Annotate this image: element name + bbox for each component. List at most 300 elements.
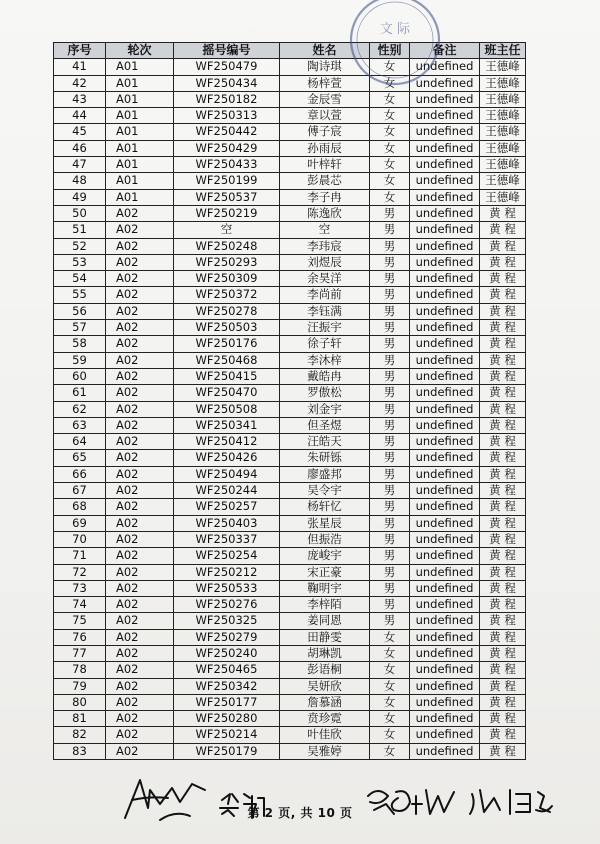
cell-lottery-id: WF250177 <box>174 694 280 710</box>
cell-round: A02 <box>106 711 174 727</box>
cell-lottery-id: WF250415 <box>174 368 280 384</box>
table-row <box>54 580 526 596</box>
cell-teacher: 黄 程 <box>480 254 526 270</box>
cell-note: undefined <box>410 254 480 270</box>
cell-round: A01 <box>106 189 174 205</box>
table-row <box>54 59 526 75</box>
cell-lottery-id: WF250179 <box>174 743 280 759</box>
cell-note: undefined <box>410 613 480 629</box>
cell-name: 詹慕涵 <box>280 694 370 710</box>
cell-teacher: 黄 程 <box>480 645 526 661</box>
col-header-gender: 性别 <box>370 43 410 59</box>
cell-gender: 男 <box>370 336 410 352</box>
cell-lottery-id: WF250341 <box>174 417 280 433</box>
table-row <box>54 450 526 466</box>
cell-seq: 42 <box>54 75 106 91</box>
cell-gender: 男 <box>370 401 410 417</box>
cell-gender: 男 <box>370 303 410 319</box>
cell-round: A02 <box>106 417 174 433</box>
cell-note: undefined <box>410 59 480 75</box>
cell-gender: 男 <box>370 287 410 303</box>
cell-note: undefined <box>410 385 480 401</box>
cell-note: undefined <box>410 271 480 287</box>
cell-name: 廖盛邦 <box>280 466 370 482</box>
cell-gender: 女 <box>370 694 410 710</box>
cell-seq: 77 <box>54 645 106 661</box>
cell-round: A02 <box>106 254 174 270</box>
cell-round: A02 <box>106 727 174 743</box>
cell-teacher: 黄 程 <box>480 271 526 287</box>
cell-note: undefined <box>410 580 480 596</box>
cell-seq: 79 <box>54 678 106 694</box>
cell-seq: 62 <box>54 401 106 417</box>
cell-round: A02 <box>106 287 174 303</box>
cell-lottery-id: WF250212 <box>174 564 280 580</box>
cell-name: 彭语桐 <box>280 662 370 678</box>
table-row <box>54 662 526 678</box>
cell-note: undefined <box>410 303 480 319</box>
cell-lottery-id: WF250279 <box>174 629 280 645</box>
cell-name: 陈逸欣 <box>280 205 370 221</box>
cell-seq: 50 <box>54 205 106 221</box>
cell-lottery-id: WF250470 <box>174 385 280 401</box>
cell-round: A01 <box>106 108 174 124</box>
cell-gender: 女 <box>370 108 410 124</box>
cell-name: 戴皓冉 <box>280 368 370 384</box>
cell-name: 吴雅婷 <box>280 743 370 759</box>
cell-lottery-id: WF250257 <box>174 499 280 515</box>
cell-gender: 男 <box>370 417 410 433</box>
cell-lottery-id: WF250337 <box>174 531 280 547</box>
cell-round: A02 <box>106 385 174 401</box>
cell-round: A02 <box>106 483 174 499</box>
page-number-footer: 第 2 页, 共 10 页 <box>247 806 353 820</box>
cell-teacher: 黄 程 <box>480 499 526 515</box>
cell-seq: 57 <box>54 320 106 336</box>
cell-teacher: 黄 程 <box>480 613 526 629</box>
cell-teacher: 黄 程 <box>480 711 526 727</box>
cell-teacher: 黄 程 <box>480 743 526 759</box>
cell-seq: 65 <box>54 450 106 466</box>
cell-gender: 男 <box>370 597 410 613</box>
svg-text:文 际: 文 际 <box>379 22 411 37</box>
cell-name: 胡琳凯 <box>280 645 370 661</box>
cell-round: A02 <box>106 434 174 450</box>
handwritten-signatures <box>0 760 600 840</box>
table-row <box>54 743 526 759</box>
cell-note: undefined <box>410 368 480 384</box>
cell-gender: 男 <box>370 515 410 531</box>
cell-seq: 70 <box>54 531 106 547</box>
table-row <box>54 401 526 417</box>
table-row <box>54 271 526 287</box>
cell-teacher: 黄 程 <box>480 238 526 254</box>
cell-name: 刘金宇 <box>280 401 370 417</box>
cell-name: 汪皓天 <box>280 434 370 450</box>
cell-round: A02 <box>106 613 174 629</box>
cell-lottery-id: WF250254 <box>174 548 280 564</box>
table-row <box>54 254 526 270</box>
table-row <box>54 91 526 107</box>
cell-seq: 47 <box>54 157 106 173</box>
cell-name: 刘煜辰 <box>280 254 370 270</box>
cell-name: 但振浩 <box>280 531 370 547</box>
table-row <box>54 466 526 482</box>
cell-note: undefined <box>410 352 480 368</box>
cell-lottery-id: WF250468 <box>174 352 280 368</box>
cell-gender: 女 <box>370 140 410 156</box>
cell-note: undefined <box>410 678 480 694</box>
cell-round: A02 <box>106 352 174 368</box>
cell-seq: 71 <box>54 548 106 564</box>
cell-lottery-id: WF250219 <box>174 205 280 221</box>
table-row <box>54 531 526 547</box>
cell-teacher: 黄 程 <box>480 531 526 547</box>
cell-round: A02 <box>106 564 174 580</box>
cell-round: A02 <box>106 629 174 645</box>
cell-seq: 69 <box>54 515 106 531</box>
cell-teacher: 黄 程 <box>480 222 526 238</box>
col-header-lottery-id: 摇号编号 <box>174 43 280 59</box>
cell-lottery-id: WF250280 <box>174 711 280 727</box>
cell-gender: 男 <box>370 368 410 384</box>
cell-seq: 54 <box>54 271 106 287</box>
cell-note: undefined <box>410 205 480 221</box>
cell-name: 章以萱 <box>280 108 370 124</box>
cell-lottery-id: WF250372 <box>174 287 280 303</box>
cell-note: undefined <box>410 173 480 189</box>
table-row <box>54 205 526 221</box>
cell-name: 庞峻宇 <box>280 548 370 564</box>
cell-round: A01 <box>106 124 174 140</box>
cell-note: undefined <box>410 727 480 743</box>
cell-seq: 56 <box>54 303 106 319</box>
cell-teacher: 黄 程 <box>480 678 526 694</box>
cell-teacher: 黄 程 <box>480 694 526 710</box>
cell-gender: 男 <box>370 613 410 629</box>
cell-seq: 64 <box>54 434 106 450</box>
cell-seq: 61 <box>54 385 106 401</box>
cell-round: A02 <box>106 303 174 319</box>
cell-gender: 男 <box>370 466 410 482</box>
cell-name: 李梓陌 <box>280 597 370 613</box>
cell-note: undefined <box>410 450 480 466</box>
cell-name: 汪振宇 <box>280 320 370 336</box>
cell-lottery-id: WF250533 <box>174 580 280 596</box>
cell-name: 张星辰 <box>280 515 370 531</box>
cell-round: A02 <box>106 320 174 336</box>
cell-seq: 72 <box>54 564 106 580</box>
cell-note: undefined <box>410 91 480 107</box>
cell-note: undefined <box>410 564 480 580</box>
cell-lottery-id: WF250537 <box>174 189 280 205</box>
table-row <box>54 548 526 564</box>
table-header-row <box>54 43 526 59</box>
cell-note: undefined <box>410 499 480 515</box>
table-row <box>54 173 526 189</box>
cell-note: undefined <box>410 417 480 433</box>
table-row <box>54 287 526 303</box>
cell-gender: 男 <box>370 271 410 287</box>
cell-seq: 59 <box>54 352 106 368</box>
cell-note: undefined <box>410 694 480 710</box>
cell-teacher: 王德峰 <box>480 108 526 124</box>
cell-name: 空 <box>280 222 370 238</box>
col-header-seq: 序号 <box>54 43 106 59</box>
cell-lottery-id: WF250426 <box>174 450 280 466</box>
cell-teacher: 黄 程 <box>480 352 526 368</box>
cell-round: A02 <box>106 450 174 466</box>
table-row <box>54 645 526 661</box>
cell-round: A01 <box>106 91 174 107</box>
cell-seq: 45 <box>54 124 106 140</box>
cell-gender: 男 <box>370 222 410 238</box>
cell-name: 李钰满 <box>280 303 370 319</box>
cell-seq: 53 <box>54 254 106 270</box>
cell-teacher: 王德峰 <box>480 140 526 156</box>
table-row <box>54 108 526 124</box>
cell-seq: 68 <box>54 499 106 515</box>
cell-seq: 58 <box>54 336 106 352</box>
table-row <box>54 352 526 368</box>
cell-seq: 73 <box>54 580 106 596</box>
cell-gender: 男 <box>370 205 410 221</box>
table-row <box>54 368 526 384</box>
cell-seq: 48 <box>54 173 106 189</box>
table-body <box>54 59 526 760</box>
cell-note: undefined <box>410 531 480 547</box>
cell-gender: 女 <box>370 189 410 205</box>
table-row <box>54 694 526 710</box>
cell-gender: 男 <box>370 483 410 499</box>
table-row <box>54 597 526 613</box>
cell-note: undefined <box>410 515 480 531</box>
cell-round: A02 <box>106 580 174 596</box>
table-row <box>54 303 526 319</box>
cell-teacher: 王德峰 <box>480 173 526 189</box>
cell-lottery-id: WF250309 <box>174 271 280 287</box>
cell-lottery-id: WF250240 <box>174 645 280 661</box>
table-row <box>54 124 526 140</box>
cell-note: undefined <box>410 597 480 613</box>
cell-lottery-id: WF250182 <box>174 91 280 107</box>
cell-teacher: 黄 程 <box>480 336 526 352</box>
cell-teacher: 黄 程 <box>480 629 526 645</box>
cell-seq: 41 <box>54 59 106 75</box>
cell-name: 李沐梓 <box>280 352 370 368</box>
cell-seq: 74 <box>54 597 106 613</box>
cell-name: 田静雯 <box>280 629 370 645</box>
cell-teacher: 黄 程 <box>480 662 526 678</box>
cell-lottery-id: WF250199 <box>174 173 280 189</box>
cell-gender: 女 <box>370 124 410 140</box>
cell-note: undefined <box>410 157 480 173</box>
cell-teacher: 黄 程 <box>480 580 526 596</box>
cell-teacher: 黄 程 <box>480 564 526 580</box>
cell-note: undefined <box>410 548 480 564</box>
cell-name: 但圣煜 <box>280 417 370 433</box>
cell-name: 余昊洋 <box>280 271 370 287</box>
cell-name: 李尚前 <box>280 287 370 303</box>
cell-seq: 82 <box>54 727 106 743</box>
cell-round: A02 <box>106 678 174 694</box>
cell-round: A01 <box>106 157 174 173</box>
cell-round: A02 <box>106 368 174 384</box>
cell-seq: 83 <box>54 743 106 759</box>
cell-lottery-id: WF250465 <box>174 662 280 678</box>
cell-name: 金辰雪 <box>280 91 370 107</box>
cell-note: undefined <box>410 108 480 124</box>
cell-note: undefined <box>410 320 480 336</box>
cell-gender: 女 <box>370 743 410 759</box>
cell-seq: 67 <box>54 483 106 499</box>
cell-seq: 76 <box>54 629 106 645</box>
cell-note: undefined <box>410 434 480 450</box>
cell-teacher: 王德峰 <box>480 59 526 75</box>
table-row <box>54 75 526 91</box>
cell-note: undefined <box>410 743 480 759</box>
cell-lottery-id: WF250429 <box>174 140 280 156</box>
cell-round: A02 <box>106 743 174 759</box>
cell-note: undefined <box>410 222 480 238</box>
col-header-teacher: 班主任 <box>480 43 526 59</box>
cell-seq: 43 <box>54 91 106 107</box>
cell-lottery-id: WF250433 <box>174 157 280 173</box>
cell-lottery-id: WF250342 <box>174 678 280 694</box>
cell-teacher: 黄 程 <box>480 727 526 743</box>
cell-seq: 60 <box>54 368 106 384</box>
cell-name: 吴妍欣 <box>280 678 370 694</box>
cell-teacher: 黄 程 <box>480 287 526 303</box>
cell-gender: 女 <box>370 711 410 727</box>
cell-teacher: 黄 程 <box>480 401 526 417</box>
cell-name: 李玮宸 <box>280 238 370 254</box>
cell-gender: 男 <box>370 580 410 596</box>
cell-note: undefined <box>410 645 480 661</box>
cell-lottery-id: WF250278 <box>174 303 280 319</box>
cell-teacher: 黄 程 <box>480 417 526 433</box>
table-row <box>54 189 526 205</box>
cell-teacher: 王德峰 <box>480 91 526 107</box>
cell-gender: 男 <box>370 254 410 270</box>
cell-teacher: 黄 程 <box>480 548 526 564</box>
table-row <box>54 711 526 727</box>
table-row <box>54 515 526 531</box>
cell-note: undefined <box>410 75 480 91</box>
cell-round: A02 <box>106 531 174 547</box>
cell-name: 杨轩忆 <box>280 499 370 515</box>
cell-name: 陶诗琪 <box>280 59 370 75</box>
table-row <box>54 629 526 645</box>
cell-round: A01 <box>106 59 174 75</box>
cell-round: A01 <box>106 75 174 91</box>
cell-teacher: 黄 程 <box>480 597 526 613</box>
cell-name: 李子冉 <box>280 189 370 205</box>
cell-teacher: 黄 程 <box>480 320 526 336</box>
cell-note: undefined <box>410 629 480 645</box>
cell-round: A02 <box>106 548 174 564</box>
cell-lottery-id: WF250244 <box>174 483 280 499</box>
cell-gender: 男 <box>370 564 410 580</box>
cell-name: 傅子宸 <box>280 124 370 140</box>
cell-seq: 81 <box>54 711 106 727</box>
table-row <box>54 727 526 743</box>
cell-round: A02 <box>106 499 174 515</box>
cell-lottery-id: WF250276 <box>174 597 280 613</box>
cell-seq: 44 <box>54 108 106 124</box>
cell-lottery-id: WF250325 <box>174 613 280 629</box>
cell-round: A01 <box>106 173 174 189</box>
cell-teacher: 黄 程 <box>480 515 526 531</box>
cell-seq: 66 <box>54 466 106 482</box>
cell-name: 宋正豪 <box>280 564 370 580</box>
table-row <box>54 157 526 173</box>
cell-name: 彭晨芯 <box>280 173 370 189</box>
cell-name: 朱研铄 <box>280 450 370 466</box>
table-row <box>54 417 526 433</box>
cell-gender: 女 <box>370 59 410 75</box>
cell-teacher: 黄 程 <box>480 450 526 466</box>
cell-gender: 女 <box>370 157 410 173</box>
cell-name: 鞠明宇 <box>280 580 370 596</box>
cell-name: 叶佳欣 <box>280 727 370 743</box>
cell-gender: 女 <box>370 678 410 694</box>
cell-round: A02 <box>106 597 174 613</box>
cell-seq: 49 <box>54 189 106 205</box>
cell-lottery-id: WF250442 <box>174 124 280 140</box>
table-row <box>54 434 526 450</box>
col-header-name: 姓名 <box>280 43 370 59</box>
table-row <box>54 613 526 629</box>
cell-gender: 女 <box>370 75 410 91</box>
cell-round: A01 <box>106 140 174 156</box>
cell-round: A02 <box>106 466 174 482</box>
cell-round: A02 <box>106 694 174 710</box>
cell-round: A02 <box>106 645 174 661</box>
cell-seq: 46 <box>54 140 106 156</box>
cell-round: A02 <box>106 271 174 287</box>
cell-gender: 男 <box>370 531 410 547</box>
table-row <box>54 678 526 694</box>
cell-gender: 女 <box>370 91 410 107</box>
roster-table <box>53 42 526 760</box>
table-row <box>54 385 526 401</box>
cell-seq: 63 <box>54 417 106 433</box>
cell-lottery-id: WF250248 <box>174 238 280 254</box>
cell-teacher: 王德峰 <box>480 75 526 91</box>
cell-note: undefined <box>410 189 480 205</box>
cell-note: undefined <box>410 238 480 254</box>
cell-teacher: 王德峰 <box>480 157 526 173</box>
cell-note: undefined <box>410 401 480 417</box>
cell-name: 吴令宇 <box>280 483 370 499</box>
cell-teacher: 王德峰 <box>480 124 526 140</box>
table-row <box>54 238 526 254</box>
cell-gender: 男 <box>370 238 410 254</box>
cell-lottery-id: WF250508 <box>174 401 280 417</box>
cell-gender: 女 <box>370 727 410 743</box>
cell-round: A02 <box>106 401 174 417</box>
cell-round: A02 <box>106 515 174 531</box>
cell-gender: 男 <box>370 385 410 401</box>
cell-name: 罗傲松 <box>280 385 370 401</box>
cell-name: 叶梓轩 <box>280 157 370 173</box>
cell-lottery-id: WF250313 <box>174 108 280 124</box>
table-row <box>54 320 526 336</box>
cell-lottery-id: 空 <box>174 222 280 238</box>
cell-note: undefined <box>410 336 480 352</box>
cell-name: 贲珍霓 <box>280 711 370 727</box>
